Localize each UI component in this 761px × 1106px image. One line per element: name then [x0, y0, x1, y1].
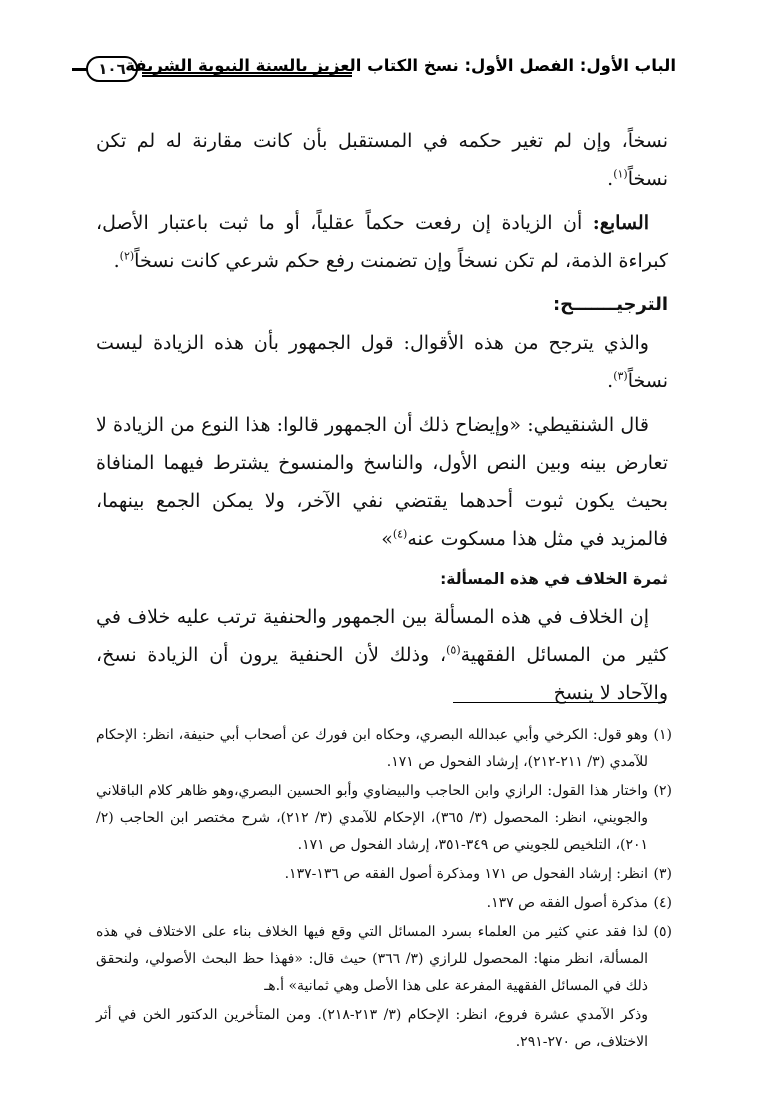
footnote-text: لذا فقد عني كثير من العلماء بسرد المسائل التي وقع فيها الخلاف بناء على الاختلاف في هذه المسألة، انظر منها: المحصول للرازي (٣/ ٣٦٦) حيث قال: «فهذا حظ البحث الأصولي، ولنحقق ذلك في المسائل الفقهية المفرعة على هذا الأصل وهي ثمانية» أ.هـ	[96, 924, 648, 994]
footnote-5	[96, 919, 672, 1000]
paragraph-5	[96, 598, 668, 712]
paragraph-4	[96, 406, 668, 558]
footnote-ref-2[interactable]: (٢)	[119, 249, 135, 263]
footnotes	[96, 722, 672, 1058]
paragraph-4-text: قال الشنقيطي: «وإيضاح ذلك أن الجمهور قالوا: هذا النوع من الزيادة لا تعارض بينه وبين النص الأول، والناسخ والمنسوخ يشترط فيهما المنافاة بحيث يكون ثبوت أحدهما يقتضي نفي الآخر، ولا يمكن الجمع بينهما، فالمزيد في مثل هذا مسكوت عنه	[96, 414, 668, 550]
paragraph-2-text: أن الزيادة إن رفعت حكماً عقلياً، أو ما ثبت باعتبار الأصل، كبراءة الذمة، لم تكن نسخاً وإن تضمنت رفع حكم شرعي كانت نسخاً	[96, 212, 668, 272]
footnote-number: (٥)	[653, 924, 672, 940]
footnote-text: وهو قول: الكرخي وأبي عبدالله البصري، وحكاه ابن فورك عن أصحاب أبي حنيفة، انظر: الإحكام للآمدي (٣/ ٢١١-٢١٢)، إرشاد الفحول ص ١٧١.	[96, 727, 648, 770]
footnote-text: مذكرة أصول الفقه ص ١٣٧.	[486, 895, 648, 911]
footnote-divider	[453, 702, 665, 703]
paragraph-1-text: نسخاً، وإن لم تغير حكمه في المستقبل بأن كانت مقارنة له لم تكن نسخاً	[96, 130, 668, 190]
paragraph-2-label: السابع:	[592, 212, 649, 234]
footnote-number: (٢)	[653, 783, 672, 799]
footnote-ref-5[interactable]: (٥)	[446, 643, 461, 657]
footnote-number: (٣)	[653, 866, 672, 882]
footnote-5-continuation: وذكر الآمدي عشرة فروع، انظر: الإحكام (٣/ ٢١٣-٢١٨). ومن المتأخرين الدكتور الخن في أثر الاختلاف، ص ٢٧٠-٢٩١.	[96, 1007, 648, 1050]
paragraph-4-end: »	[381, 528, 393, 550]
footnote-number: (١)	[653, 727, 672, 743]
footnote-ref-4[interactable]: (٤)	[392, 527, 408, 541]
page-number: ١٠٦	[98, 60, 126, 78]
paragraph-5-text-b: ، وذلك لأن الحنفية يرون أن الزيادة نسخ، والآحاد لا ينسخ	[96, 644, 668, 704]
footnote-text: واختار هذا القول: الرازي وابن الحاجب والبيضاوي وأبو الحسين البصري،وهو ظاهر كلام الباقلاني والجويني، انظر: المحصول (٣/ ٣٦٥)، الإحكام للآمدي (٣/ ٢١٢)، شرح مختصر ابن الحاجب (٢/ ٢٠١)، التلخيص للجويني ص ٣٤٩-٣٥١، إرشاد الفحول ص ١٧١.	[96, 783, 648, 853]
paragraph-2-end: .	[113, 250, 120, 272]
footnote-number: (٤)	[653, 895, 672, 911]
header-title: الباب الأول: الفصل الأول: نسخ الكتاب العزيز بالسنة النبوية الشريفة	[125, 56, 676, 75]
paragraph-3-end: .	[607, 370, 614, 392]
paragraph-5-text-a: إن الخلاف في هذه المسألة بين الجمهور والحنفية ترتب عليه خلاف في كثير من المسائل الفقهية	[96, 606, 668, 666]
header-rule	[142, 72, 352, 77]
footnote-3	[96, 861, 672, 888]
footnote-1	[96, 722, 672, 776]
paragraph-2	[96, 204, 668, 280]
footnote-text: انظر: إرشاد الفحول ص ١٧١ ومذكرة أصول الفقه ص ١٣٦-١٣٧.	[284, 866, 648, 882]
footnote-ref-3[interactable]: (٣)	[613, 369, 628, 383]
paragraph-1-end: .	[607, 168, 614, 190]
footnote-2	[96, 778, 672, 859]
page-number-badge	[86, 56, 138, 82]
paragraph-3	[96, 324, 668, 400]
footnote-4	[96, 890, 672, 917]
main-text	[96, 122, 668, 718]
paragraph-3-text: والذي يترجح من هذه الأقوال: قول الجمهور بأن هذه الزيادة ليست نسخاً	[96, 332, 668, 392]
paragraph-1	[96, 122, 668, 198]
section-heading-tarjih: الترجيـــــــح:	[552, 294, 668, 315]
running-header	[86, 52, 676, 92]
footnote-ref-1[interactable]: (١)	[613, 167, 628, 181]
section-heading-thamara: ثمرة الخلاف في هذه المسألة:	[440, 570, 668, 588]
